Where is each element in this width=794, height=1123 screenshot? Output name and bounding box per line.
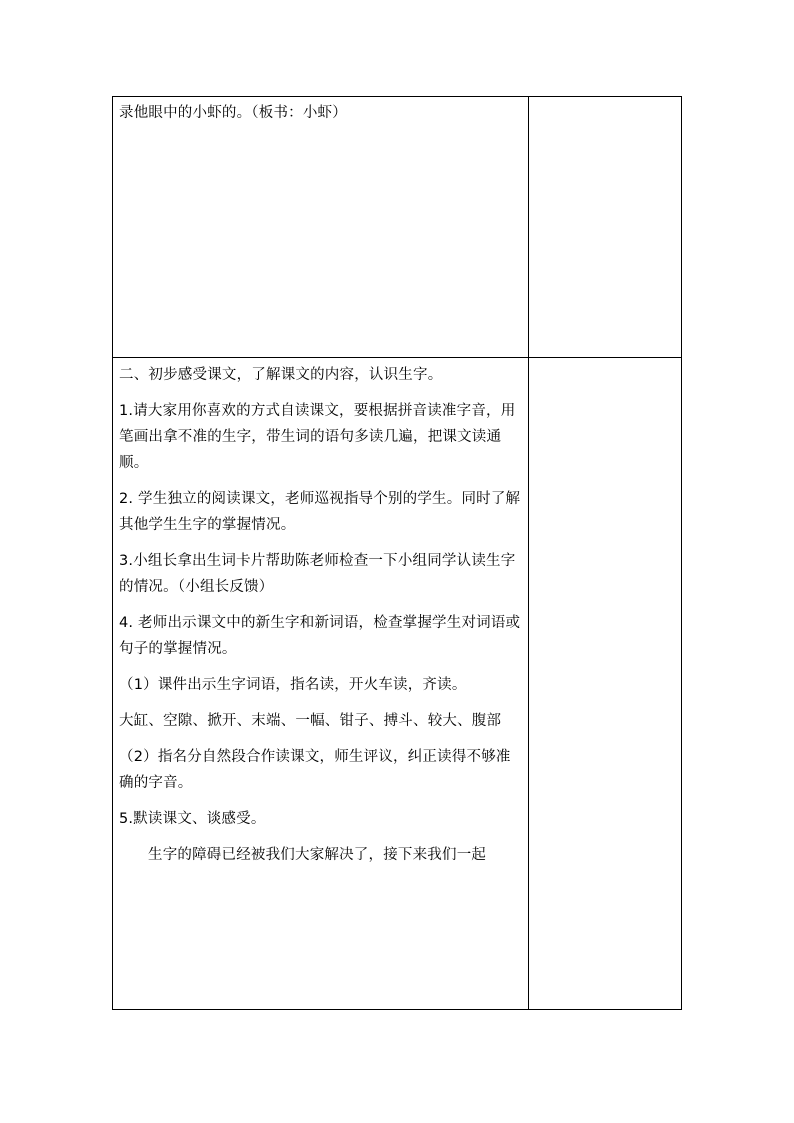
paragraph: 1.请大家用你喜欢的方式自读课文，要根据拼音读准字音，用笔画出拿不准的生字，带生词的语句多读几遍，把课文读通顺。 bbox=[119, 403, 516, 471]
lesson-plan-table bbox=[112, 96, 682, 1010]
process-cell bbox=[113, 358, 529, 1010]
notes-cell bbox=[529, 97, 682, 358]
section-heading: 二、初步感受课文，了解课文的内容，认识生字。 bbox=[119, 367, 443, 383]
table-row bbox=[113, 97, 682, 358]
paragraph: 4. 老师出示课文中的新生字和新词语，检查掌握学生对词语或句子的掌握情况。 bbox=[119, 615, 521, 657]
paragraph: 2. 学生独立的阅读课文，老师巡视指导个别的学生。同时了解其他学生生字的掌握情况。 bbox=[119, 491, 521, 533]
word-list: 大缸、空隙、掀开、末端、一幅、钳子、搏斗、较大、腹部 bbox=[119, 713, 502, 729]
table-row bbox=[113, 358, 682, 1010]
notes-cell bbox=[529, 358, 682, 1010]
paragraph: 录他眼中的小虾的。（板书：小虾） bbox=[119, 105, 347, 121]
paragraph: （1）课件出示生字词语，指名读，开火车读，齐读。 bbox=[119, 677, 467, 693]
paragraph: 5.默读课文、谈感受。 bbox=[119, 811, 266, 827]
paragraph: 3.小组长拿出生词卡片帮助陈老师检查一下小组同学认读生字的情况。（小组长反馈） bbox=[119, 553, 516, 595]
paragraph: （2）指名分自然段合作读课文，师生评议，纠正读得不够准确的字音。 bbox=[119, 749, 511, 791]
paragraph: 生字的障碍已经被我们大家解决了，接下来我们一起 bbox=[148, 847, 487, 863]
process-cell bbox=[113, 97, 529, 358]
